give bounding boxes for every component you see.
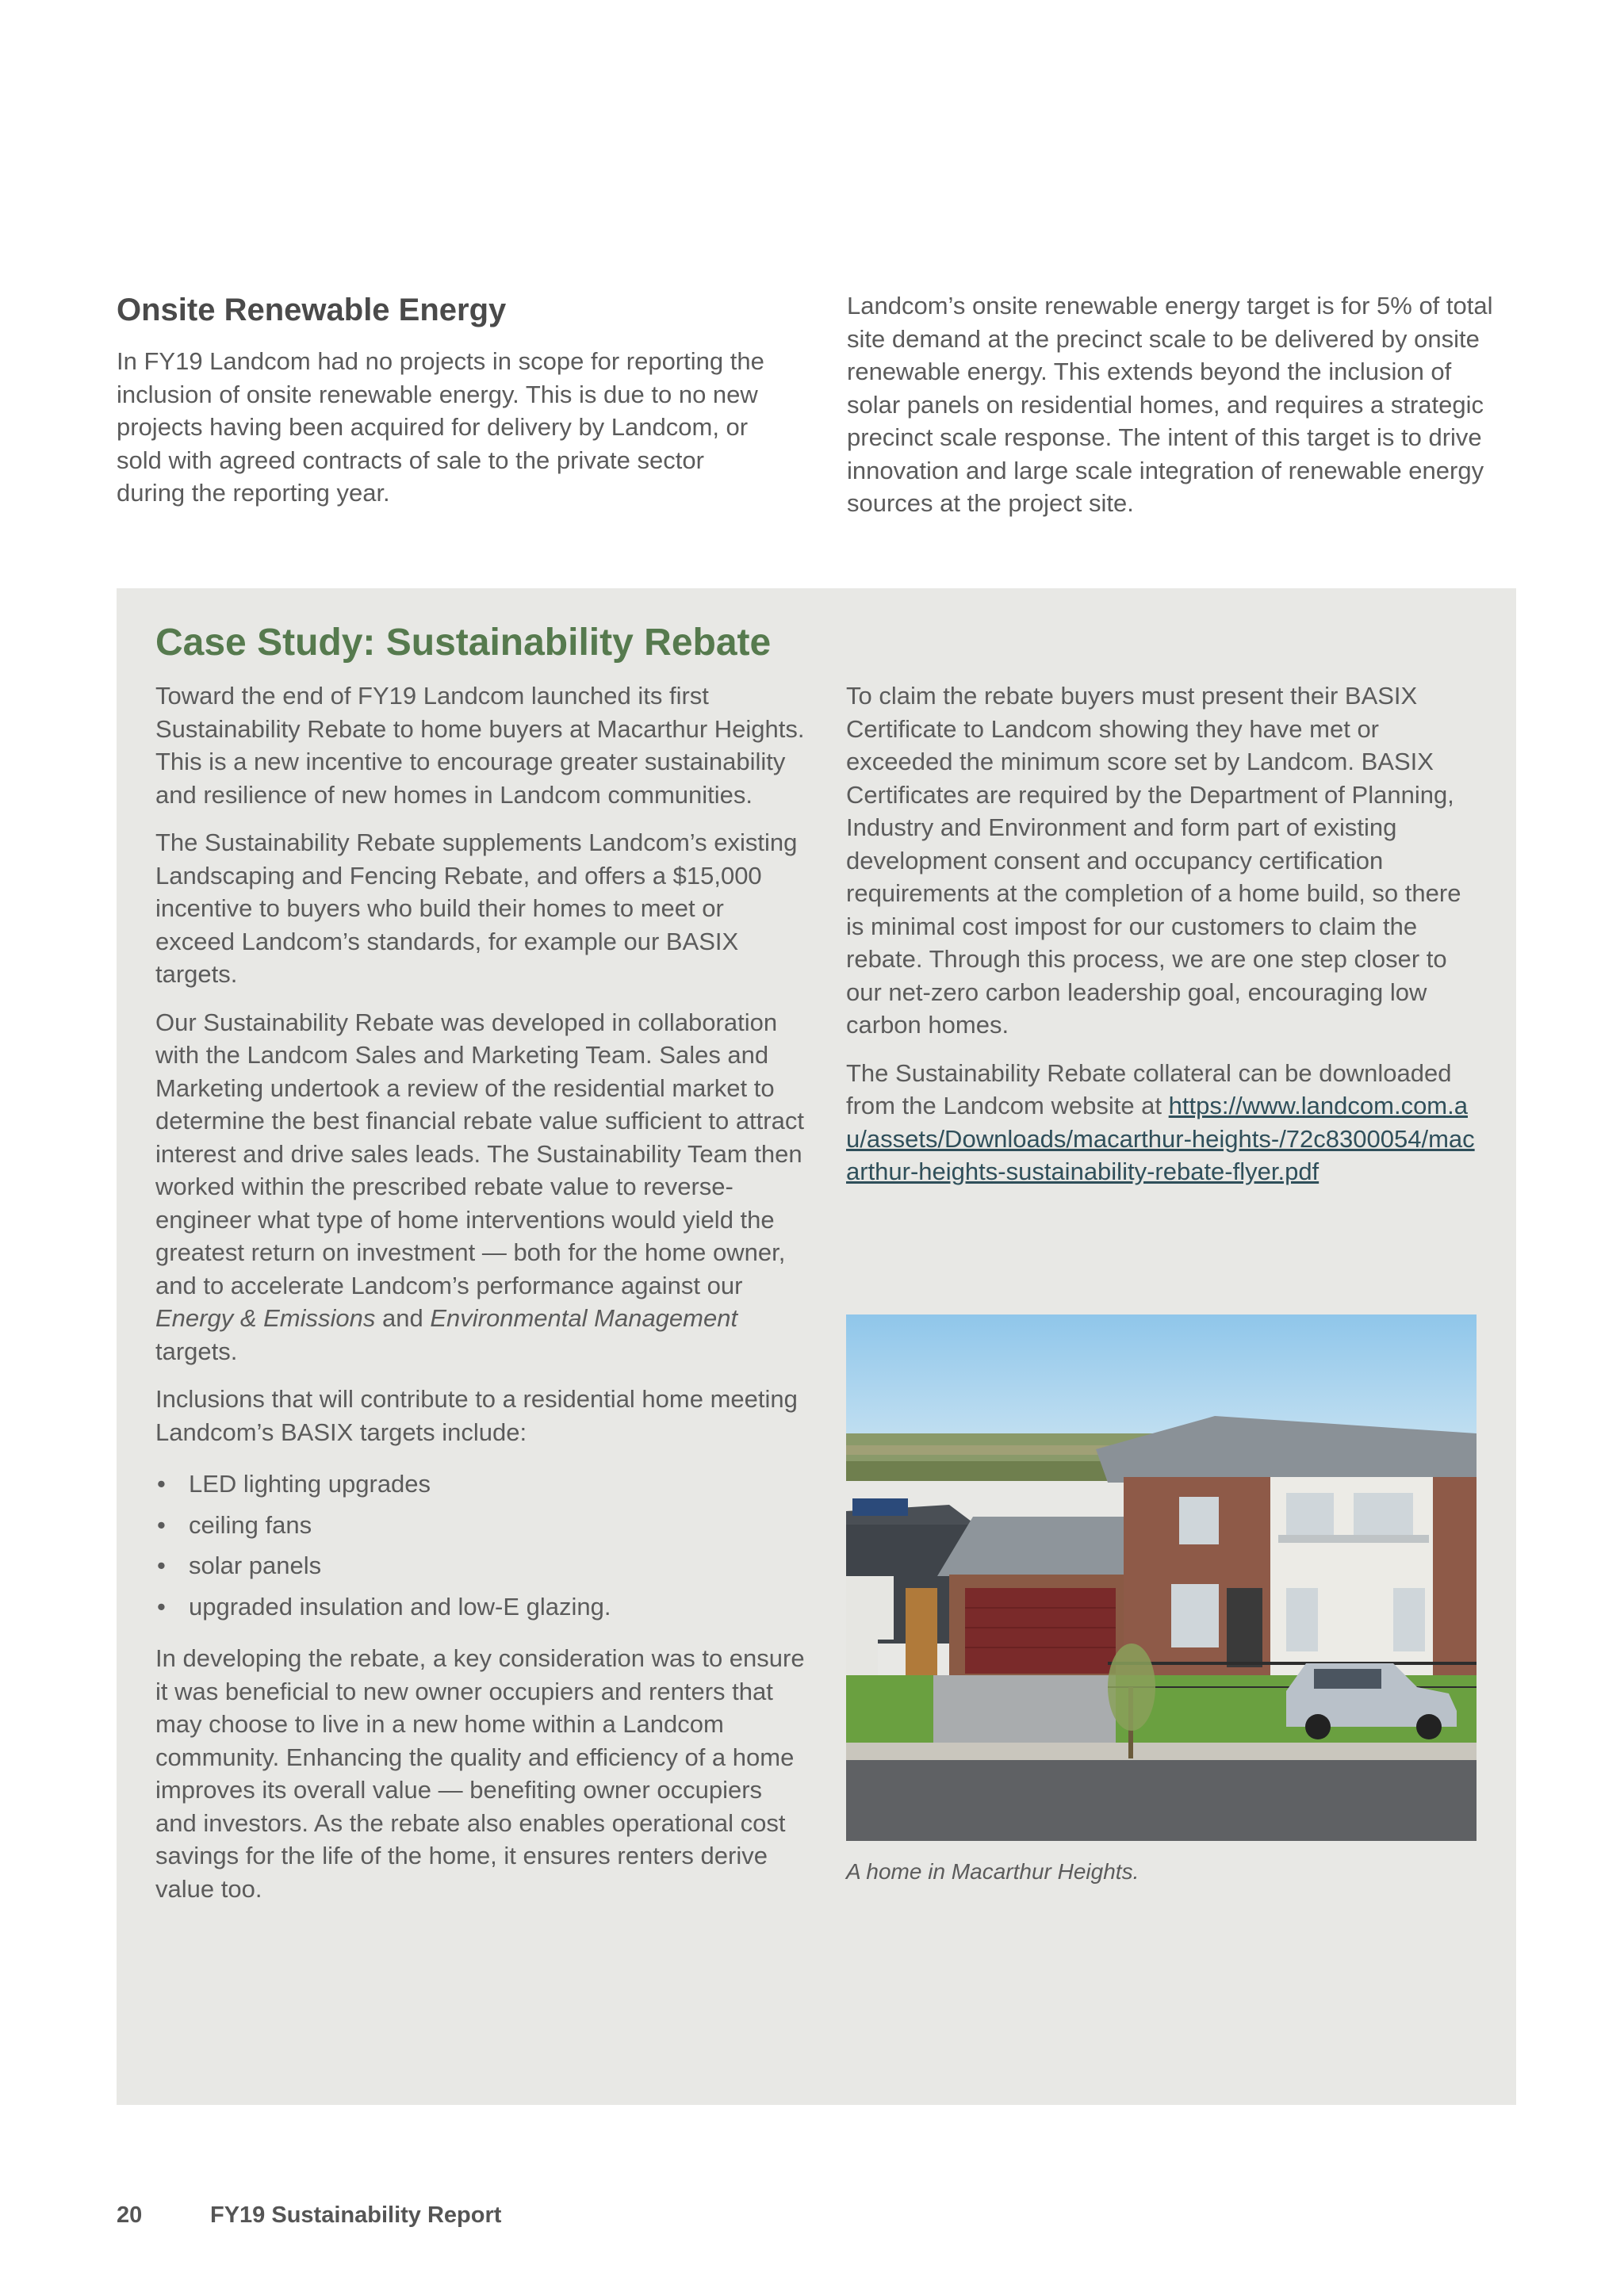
onsite-left-column <box>117 289 775 525</box>
report-title: FY19 Sustainability Report <box>210 2202 502 2228</box>
case-paragraph-1: Toward the end of FY19 Landcom launched its first Sustainability Rebate to home buyers at Macarthur Heights. This is a new incentive to encourage greater sustainability and resilience of new homes in Landcom communities. <box>155 682 805 809</box>
download-intro-text: The Sustainability Rebate collateral can be downloaded from the Landcom website at <box>846 1058 1452 1119</box>
emphasis-energy-emissions: Energy & Emissions <box>155 1304 376 1332</box>
rebate-flyer-link[interactable]: https://www.landcom.com.au/assets/Downloads/macarthur-heights-/72c8300054/macarthur-heights-sustainability-rebate-flyer.pdf <box>846 1092 1475 1185</box>
conjunction-text: and <box>382 1304 423 1332</box>
case-study-right-column <box>846 679 1480 1203</box>
page-number: 20 <box>117 2202 143 2228</box>
case-study-box <box>117 588 1516 2105</box>
case-study-title: Case Study: Sustainability Rebate <box>155 622 772 664</box>
case-paragraph-3-main: Our Sustainability Rebate was developed in collaboration with the Landcom Sales and Marketing Team. Sales and Marketing undertook a review of the residential market to determine the best financial rebate value sufficient to attract interest and drive sales leads. The Sustainability Team then worked within the prescribed rebate value to reverse-engineer what type of home interventions would yield the greatest return on investment — both for the home owner, and to accelerate Landcom’s performance against our <box>155 1008 804 1299</box>
case-paragraph-right-2 <box>846 1057 1480 1188</box>
list-item: • upgraded insulation and low-E glazing. <box>155 1586 806 1628</box>
photo-caption: A home in Macarthur Heights. <box>846 1859 1139 1884</box>
case-paragraph-right-1: To claim the rebate buyers must present their BASIX Certificate to Landcom showing they have met or exceeded the minimum score set by Landcom. BASIX Certificates are required by the Department of Planning, Industry and Environment and form part of existing development consent and occupancy certification requirements at the completion of a home build, so there is minimal cost impost for our customers to claim the rebate. Through this process, we are one step closer to our net-zero carbon leadership goal, encouraging low carbon homes. <box>846 682 1461 1039</box>
case-paragraph-5: In developing the rebate, a key consideration was to ensure it was beneficial to new owner occupiers and renters that may choose to live in a new home within a Landcom community. Enhancing the quality and efficiency of a home improves its overall value — benefiting owner occupiers and investors. As the rebate also enables operational cost savings for the life of the home, it ensures renters derive value too. <box>155 1644 805 1903</box>
case-paragraph-4: Inclusions that will contribute to a residential home meeting Landcom’s BASIX targets include: <box>155 1385 798 1446</box>
onsite-paragraph-1: In FY19 Landcom had no projects in scope for reporting the inclusion of onsite renewable energy. This is due to no new projects having been acquired for delivery by Landcom, or sold with agreed contracts of sale to the private sector during the reporting year. <box>117 347 764 507</box>
case-study-left-column <box>155 679 806 1920</box>
inclusions-list <box>155 1464 806 1627</box>
house-photo <box>846 1314 1477 1841</box>
onsite-right-column <box>847 289 1505 535</box>
case-paragraph-3 <box>155 1006 806 1368</box>
list-item: • ceiling fans <box>155 1505 806 1546</box>
case-paragraph-2: The Sustainability Rebate supplements Landcom’s existing Landscaping and Fencing Rebate, and offers a $15,000 incentive to buyers who build their homes to meet or exceed Landcom’s standards, for example our BASIX targets. <box>155 828 798 988</box>
list-item: • LED lighting upgrades <box>155 1464 806 1505</box>
section-heading: Onsite Renewable Energy <box>117 293 507 327</box>
onsite-paragraph-2: Landcom’s onsite renewable energy target is for 5% of total site demand at the precinct scale to be delivered by onsite renewable energy. This extends beyond the inclusion of solar panels on residential homes, and requires a strategic precinct scale response. The intent of this target is to drive innovation and large scale integration of renewable energy sources at the project site. <box>847 292 1493 517</box>
case-paragraph-3-end: targets. <box>155 1337 238 1365</box>
emphasis-environmental-management: Environmental Management <box>430 1304 738 1332</box>
page-footer <box>117 2202 501 2229</box>
list-item: • solar panels <box>155 1545 806 1586</box>
